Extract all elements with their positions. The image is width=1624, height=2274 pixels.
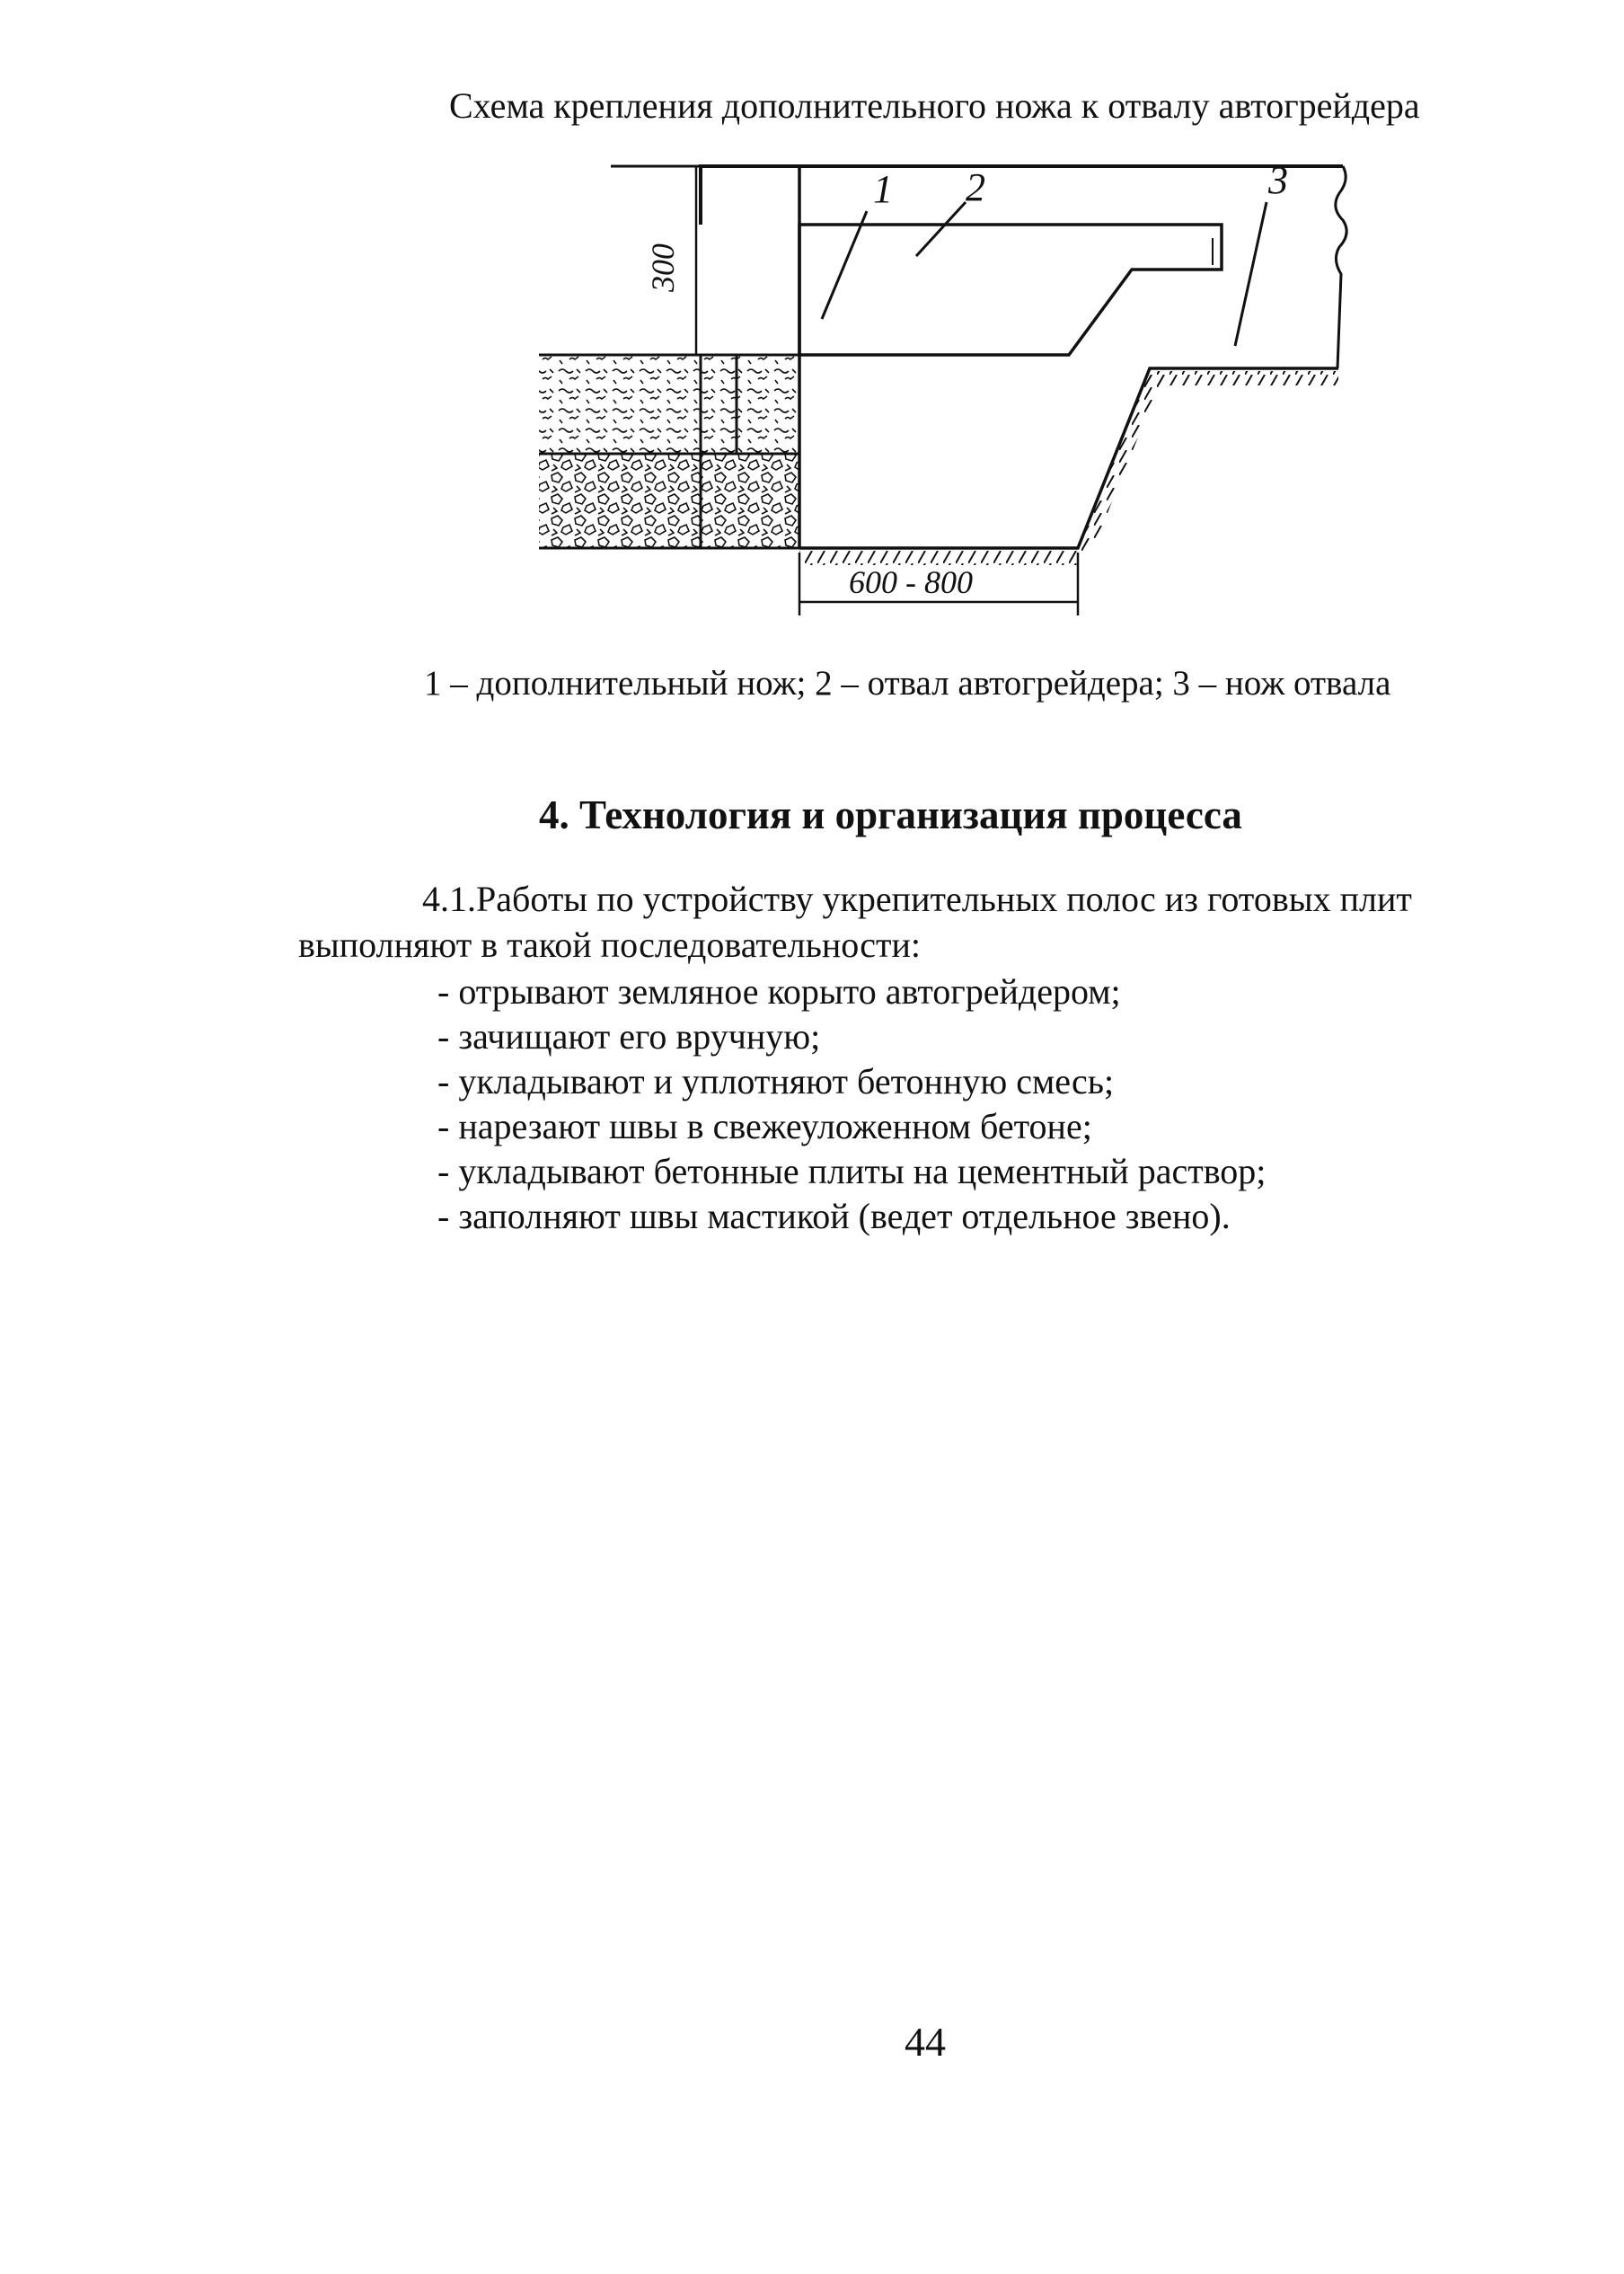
- label-1: 1: [873, 167, 893, 211]
- list-item: - заполняют швы мастикой (ведет отдельное звено).: [437, 1196, 1231, 1236]
- label-3: 3: [1268, 158, 1288, 202]
- figure-caption: 1 – дополнительный нож; 2 – отвал автогрейдера; 3 – нож отвала: [424, 664, 1391, 703]
- page-number: 44: [905, 2019, 946, 2065]
- list-item: - укладывают и уплотняют бетонную смесь;: [437, 1061, 1115, 1102]
- height-dimension: [645, 166, 705, 355]
- list-item: - зачищают его вручную;: [437, 1016, 821, 1057]
- dim-height-label: 300: [645, 243, 681, 292]
- paragraph-4-1: [298, 876, 1502, 968]
- trench: [799, 225, 1338, 565]
- diagram-blade-knife: [503, 148, 1401, 638]
- dim-width-label: 600 - 800: [849, 564, 973, 600]
- list-item: - укладывают бетонные плиты на цементный раствор;: [437, 1151, 1267, 1191]
- list-item: - нарезают швы в свежеуложенном бетоне;: [437, 1106, 1092, 1146]
- label-2: 2: [966, 165, 985, 209]
- steps-list: [437, 969, 1515, 1239]
- soil-layers: [539, 355, 799, 548]
- figure-title: Схема крепления дополнительного ножа к отвалу автогрейдера: [449, 85, 1420, 126]
- paragraph-continuation: выполняют в такой последовательности:: [298, 925, 922, 965]
- list-item: - отрывают земляное корыто автогрейдером;: [437, 971, 1121, 1012]
- section-heading: 4. Технология и организация процесса: [539, 792, 1242, 837]
- paragraph-lead: 4.1.Работы по устройству укрепительных полос из готовых плит: [422, 879, 1412, 919]
